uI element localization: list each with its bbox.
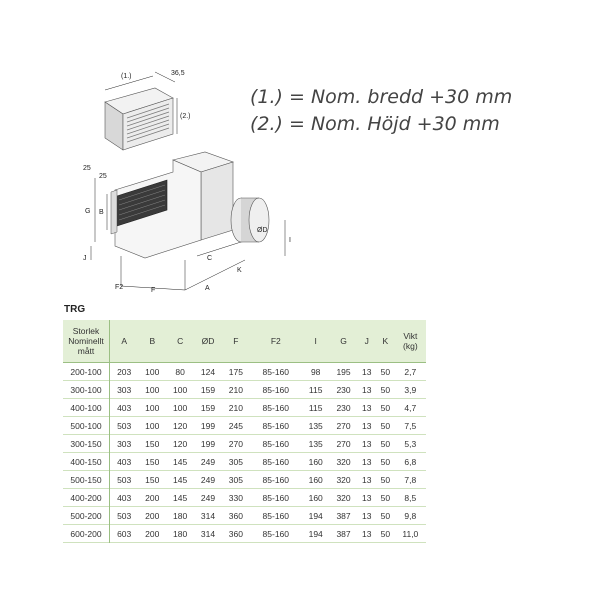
table-cell: 13	[362, 456, 372, 467]
note-nominal-height: (2.) = Nom. Höjd +30 mm	[250, 113, 500, 135]
table-cell: 500-150	[63, 471, 110, 489]
table-cell: 50	[380, 510, 391, 521]
table-cell: 180	[173, 510, 188, 521]
header-a: A	[110, 320, 139, 363]
table-cell: 13	[362, 420, 372, 431]
plenum-box	[111, 152, 269, 258]
table-cell: 100	[173, 384, 188, 395]
header-size-line: Nominellt	[68, 336, 104, 346]
header-b: B	[138, 320, 166, 363]
table-cell: 330	[228, 492, 243, 503]
table-cell: 203	[117, 366, 132, 377]
header-weight-line: Vikt	[403, 331, 418, 341]
table-cell: 160	[308, 492, 323, 503]
table-cell: 270	[228, 438, 243, 449]
table-row	[63, 381, 426, 399]
table-cell: 160	[308, 474, 323, 485]
table-cell: 320	[336, 474, 351, 485]
table-cell: 200	[145, 492, 160, 503]
table-cell: 200	[145, 528, 160, 539]
table-cell: 400-100	[63, 399, 110, 417]
table-cell: 50	[380, 438, 391, 449]
table-cell: 135	[308, 420, 323, 431]
table-cell: 150	[145, 456, 160, 467]
table-cell: 320	[336, 456, 351, 467]
table-row	[63, 417, 426, 435]
table-cell: 403	[117, 456, 132, 467]
table-cell: 159	[200, 384, 216, 395]
table-cell: 115	[308, 384, 323, 395]
table-cell: 7,8	[404, 474, 417, 485]
dim-f: F	[151, 287, 156, 294]
table-cell: 85-160	[262, 402, 289, 413]
header-k: K	[376, 320, 395, 363]
spec-table	[63, 320, 426, 543]
header-c: C	[166, 320, 194, 363]
dim-nom-height: (2.)	[180, 113, 191, 120]
header-f: F	[222, 320, 250, 363]
table-cell: 85-160	[262, 474, 289, 485]
table-cell: 150	[145, 438, 160, 449]
table-cell: 6,8	[404, 456, 417, 467]
table-cell: 4,7	[404, 402, 417, 413]
dim-25b: 25	[99, 173, 107, 180]
table-cell: 400-200	[63, 489, 110, 507]
table-cell: 50	[380, 456, 391, 467]
table-cell: 50	[380, 366, 391, 377]
table-cell: 100	[145, 366, 160, 377]
table-cell: 100	[145, 402, 160, 413]
dim-f2: F2	[115, 284, 124, 291]
note-nominal-width: (1.) = Nom. bredd +30 mm	[250, 86, 513, 108]
table-cell: 50	[380, 384, 391, 395]
dim-a: A	[205, 285, 210, 292]
table-cell: 230	[336, 384, 351, 395]
dim-j: J	[83, 255, 87, 262]
dim-25a: 25	[83, 165, 91, 172]
table-cell: 200-100	[63, 363, 110, 381]
table-cell: 145	[173, 474, 188, 485]
table-cell: 50	[380, 528, 391, 539]
table-row	[63, 399, 426, 417]
table-cell: 360	[228, 510, 243, 521]
table-cell: 115	[308, 402, 323, 413]
table-cell: 9,8	[404, 510, 417, 521]
table-cell: 13	[362, 366, 372, 377]
table-cell: 150	[145, 474, 160, 485]
table-row	[63, 525, 426, 543]
table-cell: 7,5	[404, 420, 417, 431]
loose-grille	[105, 88, 173, 150]
table-cell: 503	[117, 510, 132, 521]
table-cell: 270	[336, 438, 351, 449]
table-cell: 13	[362, 510, 372, 521]
table-cell: 600-200	[63, 525, 110, 543]
dim-d: ØD	[257, 227, 268, 234]
table-row	[63, 453, 426, 471]
table-cell: 50	[380, 420, 391, 431]
table-body	[63, 363, 426, 543]
table-cell: 270	[336, 420, 351, 431]
table-cell: 13	[362, 384, 372, 395]
table-cell: 13	[362, 474, 372, 485]
table-cell: 305	[228, 474, 243, 485]
table-cell: 360	[228, 528, 243, 539]
header-size-line: Storlek	[72, 326, 100, 336]
table-cell: 85-160	[262, 510, 289, 521]
table-cell: 387	[336, 510, 351, 521]
table-cell: 303	[117, 384, 132, 395]
table-row	[63, 435, 426, 453]
table-cell: 50	[380, 492, 391, 503]
table-cell: 85-160	[262, 492, 289, 503]
table-row	[63, 363, 426, 381]
table-row	[63, 471, 426, 489]
dim-b: B	[99, 209, 104, 216]
table-cell: 100	[173, 402, 188, 413]
table-cell: 194	[308, 510, 323, 521]
header-size	[63, 320, 110, 363]
dim-nom-width: (1.)	[121, 73, 132, 80]
table-cell: 180	[173, 528, 188, 539]
table-cell: 2,7	[404, 366, 417, 377]
table-cell: 503	[117, 420, 132, 431]
table-cell: 314	[200, 510, 216, 521]
table-cell: 5,3	[404, 438, 417, 449]
table-header-row	[63, 320, 426, 363]
table-cell: 199	[200, 420, 216, 431]
table-cell: 245	[228, 420, 243, 431]
header-g: G	[330, 320, 358, 363]
table-cell: 85-160	[262, 420, 289, 431]
table-cell: 124	[200, 366, 216, 377]
table-cell: 175	[228, 366, 243, 377]
table-cell: 3,9	[404, 384, 417, 395]
header-f2: F2	[250, 320, 302, 363]
header-j: J	[357, 320, 376, 363]
table-cell: 314	[200, 528, 216, 539]
table-row	[63, 507, 426, 525]
table-cell: 305	[228, 456, 243, 467]
table-cell: 249	[200, 492, 216, 503]
table-cell: 100	[145, 420, 160, 431]
table-cell: 249	[200, 456, 216, 467]
dim-i: I	[289, 237, 291, 244]
table-cell: 98	[310, 366, 321, 377]
table-cell: 13	[362, 402, 372, 413]
table-cell: 300-150	[63, 435, 110, 453]
table-cell: 300-100	[63, 381, 110, 399]
table-cell: 387	[336, 528, 351, 539]
table-cell: 195	[336, 366, 351, 377]
table-cell: 403	[117, 492, 132, 503]
table-cell: 120	[173, 438, 188, 449]
table-cell: 503	[117, 474, 132, 485]
table-cell: 8,5	[404, 492, 417, 503]
table-cell: 145	[173, 456, 188, 467]
table-cell: 135	[308, 438, 323, 449]
dim-k: K	[237, 267, 242, 274]
table-cell: 603	[117, 528, 132, 539]
table-title: TRG	[64, 304, 86, 315]
table-cell: 400-150	[63, 453, 110, 471]
table-cell: 50	[380, 474, 391, 485]
dim-c: C	[207, 255, 213, 262]
table-cell: 159	[200, 402, 216, 413]
table-cell: 100	[145, 384, 160, 395]
table-cell: 200	[145, 510, 160, 521]
header-size-line: mått	[77, 346, 95, 356]
table-cell: 120	[173, 420, 188, 431]
table-cell: 13	[362, 528, 372, 539]
table-cell: 85-160	[262, 366, 289, 377]
table-cell: 160	[308, 456, 323, 467]
table-cell: 249	[200, 474, 216, 485]
table-cell: 80	[175, 366, 185, 377]
dim-g: G	[85, 208, 91, 215]
table-cell: 85-160	[262, 384, 289, 395]
table-cell: 13	[362, 438, 372, 449]
table-row	[63, 489, 426, 507]
table-cell: 85-160	[262, 528, 289, 539]
table-cell: 230	[336, 402, 351, 413]
table-cell: 210	[228, 402, 243, 413]
table-cell: 500-100	[63, 417, 110, 435]
table-cell: 320	[336, 492, 351, 503]
table-cell: 199	[200, 438, 216, 449]
table-cell: 85-160	[262, 456, 289, 467]
header-weight	[395, 320, 426, 363]
table-cell: 403	[117, 402, 132, 413]
header-d: ØD	[194, 320, 222, 363]
table-cell: 85-160	[262, 438, 289, 449]
table-cell: 500-200	[63, 507, 110, 525]
header-weight-line: (kg)	[403, 341, 418, 351]
table-cell: 50	[380, 402, 391, 413]
table-cell: 145	[173, 492, 188, 503]
table-cell: 11,0	[402, 528, 419, 539]
dim-depth: 36,5	[171, 70, 185, 77]
header-i: I	[302, 320, 330, 363]
table-cell: 210	[228, 384, 243, 395]
table-cell: 303	[117, 438, 132, 449]
table-cell: 13	[362, 492, 372, 503]
table-cell: 194	[308, 528, 323, 539]
